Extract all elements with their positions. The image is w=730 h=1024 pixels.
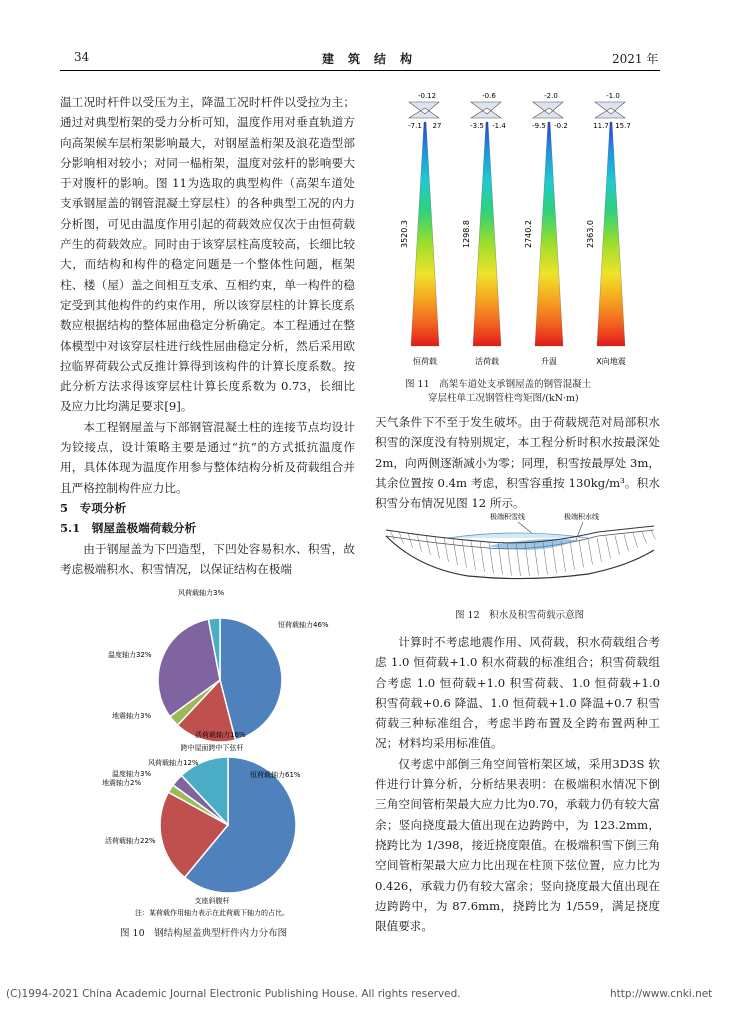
- column-top-value: 27: [432, 122, 442, 130]
- figure-10-note: 注：某荷载作用轴力表示在此荷载下轴力的占比。: [135, 909, 289, 917]
- truss-web-member: [561, 541, 566, 572]
- truss-web-member: [597, 538, 602, 562]
- column-mid-value: 1298.8: [462, 220, 471, 248]
- column-top-value: 11.7: [593, 122, 609, 130]
- truss-web-member: [390, 531, 395, 540]
- column-top-moment: [409, 102, 439, 118]
- column-moment-bar: [411, 122, 439, 346]
- snow-line-label: 极端积雪线: [490, 513, 525, 521]
- pie-slice-label: 活荷载轴力22%: [105, 837, 156, 845]
- page-number: 34: [74, 50, 90, 64]
- pie-slice-label: 活荷载轴力16%: [195, 731, 246, 739]
- column-label: 活荷载: [475, 357, 499, 366]
- column-mid-value: 2740.2: [524, 220, 533, 248]
- pie-chart-2: [102, 757, 301, 893]
- right-paragraph-1: 天气条件下不至于发生破坏。由于荷载规范对局部积水积雪的深度没有特别规定，本工程分析时积水按最深处 2m，向两侧逐渐减小为零；同理，积雪按最厚处 3m，其余位置按 0.4m 考虑，积雪容重按 130kg/m³。积水积雪分布情况见图 12 所示。: [375, 415, 660, 511]
- truss-web-member: [417, 534, 422, 551]
- column-top-value: -2.0: [544, 92, 558, 100]
- column-label: 恒荷载: [413, 357, 437, 366]
- column-top-value: 15.7: [615, 122, 631, 130]
- column-top-value: -7.1: [408, 122, 422, 130]
- right-column-bottom: [375, 632, 660, 936]
- truss-web-member: [471, 541, 476, 570]
- left-column: [60, 92, 355, 579]
- truss-web-member: [624, 534, 629, 551]
- pie-1-title: 跨中屋面跨中下弦杆: [180, 744, 244, 752]
- column-label: X向地震: [596, 357, 626, 366]
- column-top-moment: [471, 102, 501, 118]
- figure-11-caption-1: 图 11 高架车道处支承钢屋盖的钢管混凝土: [405, 379, 592, 390]
- column-top-value: -1.4: [492, 122, 506, 130]
- pie-2-title: 支座斜腹杆: [194, 897, 230, 905]
- figure-10-caption: 图 10 钢结构屋盖典型杆件内力分布图: [120, 928, 288, 939]
- column-top-value: -9.5: [532, 122, 546, 130]
- column-label: 升温: [541, 357, 557, 366]
- pie-chart-1: [108, 588, 329, 742]
- truss-web-member: [435, 537, 440, 559]
- footer-url[interactable]: http://www.cnki.net: [610, 988, 713, 1000]
- right-paragraph-2: 计算时不考虑地震作用、风荷载，积水荷载组合考虑 1.0 恒荷载+1.0 积水荷载的标准组合；积雪荷载组合考虑 1.0 恒荷载+1.0 积雪荷载、1.0 恒荷载+1.0 积雪荷载+0.6 降温、1.0 恒荷载+1.0 降温+0.7 积雪荷载三种标准组合，考虑半跨布置及全跨布置两种工况；材料均采用标准值。: [375, 635, 660, 751]
- journal-title: 建 筑 结 构: [322, 52, 414, 66]
- truss-web-member: [633, 533, 638, 547]
- pie-slice-label: 风荷载轴力3%: [178, 589, 225, 597]
- truss-web-member: [570, 540, 575, 569]
- pie-slice-label: 地震轴力3%: [112, 712, 152, 720]
- figure-12-caption: 图 12 积水及积雪荷载示意图: [455, 610, 585, 621]
- truss-web-member: [444, 538, 449, 562]
- column-moment-bar: [473, 122, 501, 346]
- truss-web-member: [579, 540, 584, 568]
- column-top-value: -3.5: [470, 122, 484, 130]
- truss-web-member: [480, 541, 485, 572]
- right-column-top: [375, 412, 660, 513]
- column-top-value: -0.12: [417, 92, 437, 100]
- section-5-1-heading: 5.1 钢屋盖极端荷载分析: [60, 521, 197, 536]
- pie-slice-label: 恒荷载轴力46%: [278, 621, 329, 629]
- truss-web-member: [615, 536, 620, 555]
- truss-web-member: [426, 536, 431, 555]
- header-rule: [60, 70, 660, 71]
- truss-web-member: [651, 530, 656, 539]
- pie-slice-label: 温度轴力3%: [112, 770, 152, 778]
- left-paragraph-2: 本工程钢屋盖与下部钢管混凝土柱的连接节点均设计为铰接点，设计策略主要是通过“抗”的方式抵抗温度作用，具体体现为温度作用参与整体结构分析及荷载组合并且严格控制构件应力比。: [60, 419, 355, 495]
- figure-11: [395, 84, 665, 374]
- right-paragraph-3: 仅考虑中部倒三角空间管桁架区域，采用3D3S 软件进行计算分析，分析结果表明：在极端积水情况下倒三角空间管桁架最大应力比为0.70，承载力仍有较大富余；竖向挠度最大值出现在边跨跨中，为 123.2mm，挠跨比为 1/398，接近挠度限值。在极端积雪下倒三角空间管桁架最大应力比出现在柱顶下弦位置，应力比为 0.426，承载力仍有较大富余；竖向挠度最大值出现在边跨跨中，为 87.6mm，挠跨比为 1/559，满足挠度限值要求。: [375, 756, 660, 934]
- left-paragraph-1: 温工况时杆件以受压为主，降温工况时杆件以受拉为主；通过对典型桁架的受力分析可知，温度作用对垂直轨道方向高架候车层桁架影响最大，对钢屋盖桁架及浪花造型部分影响相对较小；对同一榀桁架，温度对弦杆的影响要大于对腹杆的影响。图 11为选取的典型构件（高架车道处支承钢屋盖的钢管混凝土穿层柱）的各种典型工况的内力分析图，可见由温度作用引起的荷载效应仅次于由恒荷载产生的荷载效应。同时由于该穿层柱高度较高，长细比较大，而结构和构件的稳定问题是一个整体性问题，框架柱、楼（屋）盖之间相互支承、互相约束，单一构件的稳定受到其他构件的约束作用，所以该穿层柱的计算长度系数应根据结构的整体屈曲稳定分析确定。本工程通过在整体模型中对该穿层柱进行线性屈曲稳定分析，然后采用欧拉临界荷载公式反推计算得到该构件的计算长度系数。按此分析方法求得该穿层柱计算长度系数为 0.73，长细比及应力比均满足要求[9]。: [60, 95, 355, 414]
- pie-slice-label: 恒荷载轴力61%: [250, 771, 301, 779]
- snow-region: [448, 533, 588, 538]
- truss-web-member: [462, 540, 467, 568]
- column-moment-bar: [535, 122, 563, 346]
- figure-12: [378, 508, 660, 603]
- truss-web-member: [453, 539, 458, 565]
- figure-11-caption-2: 穿层柱单工况钢管柱弯矩图/(kN·m): [428, 393, 579, 404]
- left-paragraph-3: 由于钢屋盖为下凹造型，下凹处容易积水、积雪，故考虑极端积水、积雪情况，以保证结构在极端: [60, 541, 355, 576]
- column-top-moment: [595, 102, 625, 118]
- figure-10: [100, 585, 340, 930]
- water-region: [488, 539, 578, 550]
- water-line-label: 极端积水线: [564, 513, 599, 521]
- column-top-value: -0.6: [482, 92, 496, 100]
- pie-slice-label: 温度轴力32%: [108, 651, 152, 659]
- column-top-value: -1.0: [606, 92, 620, 100]
- truss-web-member: [408, 533, 413, 547]
- truss-web-member: [588, 539, 593, 565]
- column-top-moment: [533, 102, 563, 118]
- pie-slice-label: 风荷载轴力12%: [148, 759, 199, 767]
- column-mid-value: 3520.3: [400, 220, 409, 248]
- truss-web-member: [606, 537, 611, 559]
- column-moment-bar: [597, 122, 625, 346]
- column-mid-value: 2363.0: [586, 220, 595, 248]
- column-top-value: -0.2: [554, 122, 568, 130]
- footer-copyright: (C)1994-2021 China Academic Journal Electronic Publishing House. All rights reserved.: [6, 988, 461, 1000]
- section-5-heading: 5 专项分析: [60, 500, 127, 515]
- pie-slice-label: 地震轴力2%: [102, 779, 142, 787]
- truss-web-member: [642, 532, 647, 544]
- year: 2021 年: [612, 52, 659, 66]
